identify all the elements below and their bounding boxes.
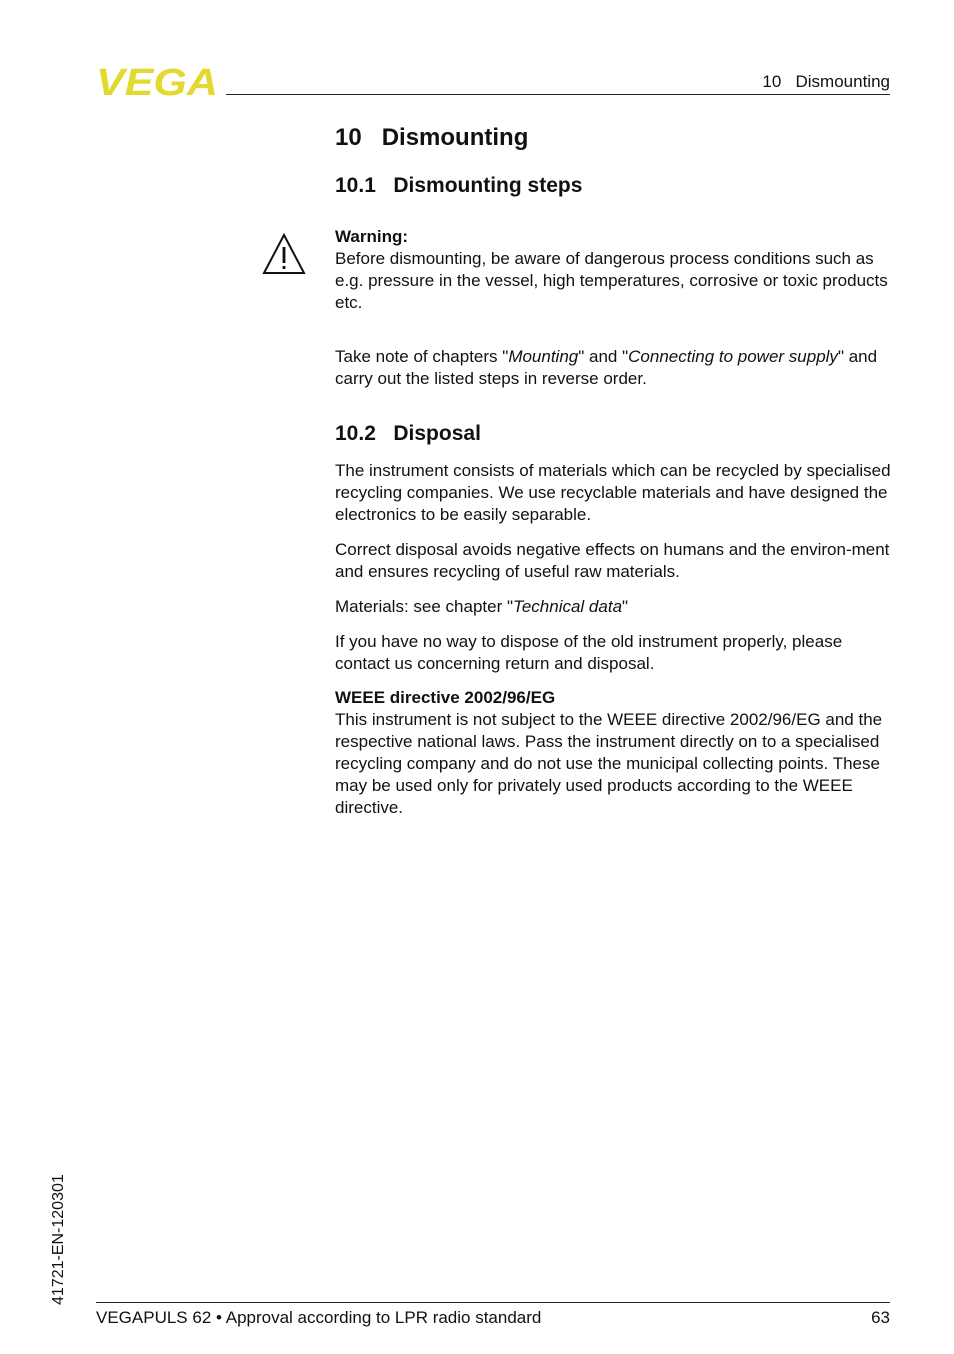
note-text-after: " and carry out the listed steps in reverse order. [335,347,878,388]
vega-logo [96,64,220,98]
weee-title: WEEE directive 2002/96/EG [335,688,556,707]
disposal-paragraph-1: The instrument consists of materials which can be recycled by specialised recycling companies. We use recyclable materials and have designed the electronics to be easily separable. [335,461,891,524]
header-rule [226,94,890,95]
page-content [335,120,891,819]
warning-text: Before dismounting, be aware of dangerous process conditions such as e.g. pressure in the vessel, high temperatures, corrosive or toxic products etc. [335,249,888,312]
disposal-paragraph-2: Correct disposal avoids negative effects on humans and the environ-ment and ensures recycling of useful raw materials. [335,540,890,581]
disposal-paragraph-4: If you have no way to dispose of the old instrument properly, please contact us concerning return and disposal. [335,632,843,673]
footer-rule [96,1302,890,1303]
section-title-disposal: 10.2 Disposal [335,422,481,445]
chapter-ref-mounting: Mounting [508,347,579,366]
note-text-middle: " and " [578,347,629,366]
materials-text-after: " [622,597,629,616]
warning-triangle-icon [262,233,306,275]
logo-text: VEGA [96,64,218,98]
dismount-note [335,346,891,390]
note-text-before: Take note of chapters " [335,347,509,366]
footer-text: VEGAPULS 62 • Approval according to LPR radio standard [96,1308,542,1327]
weee-text: This instrument is not subject to the WEEE directive 2002/96/EG and the respective national laws. Pass the instrument directly on to a specialised recycling company and do not use the municipal collecting points. These may be used only for privately used products according to the WEEE directive. [335,710,883,817]
document-code: 41721-EN-120301 [50,1174,67,1305]
chapter-ref-technical-data: Technical data [513,597,623,616]
warning-title: Warning: [335,227,409,246]
disposal-paragraph-3 [335,596,891,618]
running-head: 10 Dismounting [762,72,890,91]
materials-text-before: Materials: see chapter " [335,597,514,616]
section-title-dismounting-steps: 10.1 Dismounting steps [335,174,583,197]
chapter-title: 10 Dismounting [335,124,529,151]
chapter-ref-power-supply: Connecting to power supply [628,347,838,366]
page-number: 63 [871,1308,890,1327]
